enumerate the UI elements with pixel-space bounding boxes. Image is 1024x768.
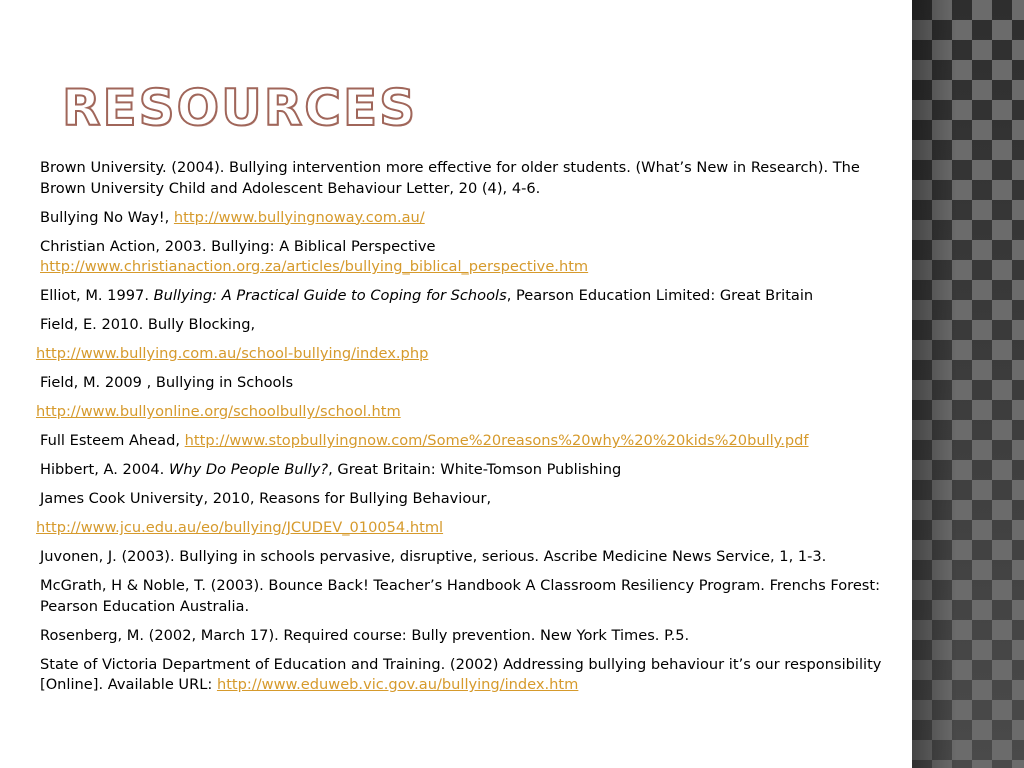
reference-bullying-no-way — [40, 208, 885, 229]
victoria-link[interactable]: http://www.eduweb.vic.gov.au/bullying/index.htm — [216, 676, 579, 693]
reference-christian-action — [40, 237, 885, 278]
reference-jcu-url — [36, 518, 885, 539]
decorative-side-panel — [912, 0, 1024, 768]
field-m-link[interactable]: http://www.bullyonline.org/schoolbully/school.htm — [36, 403, 401, 420]
bullying-no-way-link[interactable]: http://www.bullyingnoway.com.au/ — [173, 208, 425, 226]
reference-text: State of Victoria Department of Education and Training. (2002) Addressing bullying behaviour it’s our responsibility [Online]. Available URL: — [40, 655, 882, 693]
reference-full-esteem — [40, 431, 885, 452]
reference-rosenberg: Rosenberg, M. (2002, March 17). Required course: Bully prevention. New York Times. P.5. — [40, 626, 690, 644]
reference-text: Hibbert, A. 2004. — [40, 461, 169, 478]
reference-book-title: Bullying: A Practical Guide to Coping for Schools — [153, 287, 507, 304]
reference-juvonen: Juvonen, J. (2003). Bullying in schools pervasive, disruptive, serious. Ascribe Medicine News Service, 1, 1-3. — [40, 548, 827, 565]
reference-field-m: Field, M. 2009 , Bullying in Schools — [40, 374, 294, 391]
reference-field-e-url — [36, 344, 885, 365]
slide-title: RESOURCES — [62, 79, 418, 137]
reference-mcgrath: McGrath, H & Noble, T. (2003). Bounce Back! Teacher’s Handbook A Classroom Resiliency Program. Frenchs Forest: Pearson Education Australia. — [40, 577, 881, 615]
reference-text: Elliot, M. 1997. — [40, 287, 154, 304]
reference-field-e: Field, E. 2010. Bully Blocking, — [40, 316, 256, 333]
reference-hibbert — [40, 460, 885, 481]
full-esteem-link[interactable]: http://www.stopbullyingnow.com/Some%20reasons%20why%20%20kids%20bully.pdf — [184, 432, 809, 449]
reference-text: , Pearson Education Limited: Great Britain — [506, 287, 814, 304]
reference-text: , Great Britain: White-Tomson Publishing — [328, 461, 622, 478]
reference-brown-university: Brown University. (2004). Bullying intervention more effective for older students. (What’s New in Research). The Brown University Child and Adolescent Behaviour Letter, 20 (4), 4-6. — [40, 159, 860, 197]
field-e-link[interactable]: http://www.bullying.com.au/school-bullying/index.php — [36, 345, 429, 362]
reference-victoria — [40, 655, 885, 696]
reference-jcu: James Cook University, 2010, Reasons for Bullying Behaviour, — [40, 490, 492, 507]
jcu-link[interactable]: http://www.jcu.edu.au/eo/bullying/JCUDEV_010054.html — [36, 519, 444, 536]
reference-list — [36, 158, 885, 704]
reference-book-title: Why Do People Bully? — [168, 461, 329, 478]
reference-text: Full Esteem Ahead, — [40, 432, 185, 449]
christian-action-link[interactable]: http://www.christianaction.org.za/articles/bullying_biblical_perspective.htm — [40, 258, 589, 275]
reference-text: Bullying No Way!, — [40, 208, 174, 226]
reference-text: Christian Action, 2003. Bullying: A Biblical Perspective — [40, 237, 436, 255]
reference-elliot — [40, 286, 885, 307]
reference-field-m-url — [36, 402, 885, 423]
